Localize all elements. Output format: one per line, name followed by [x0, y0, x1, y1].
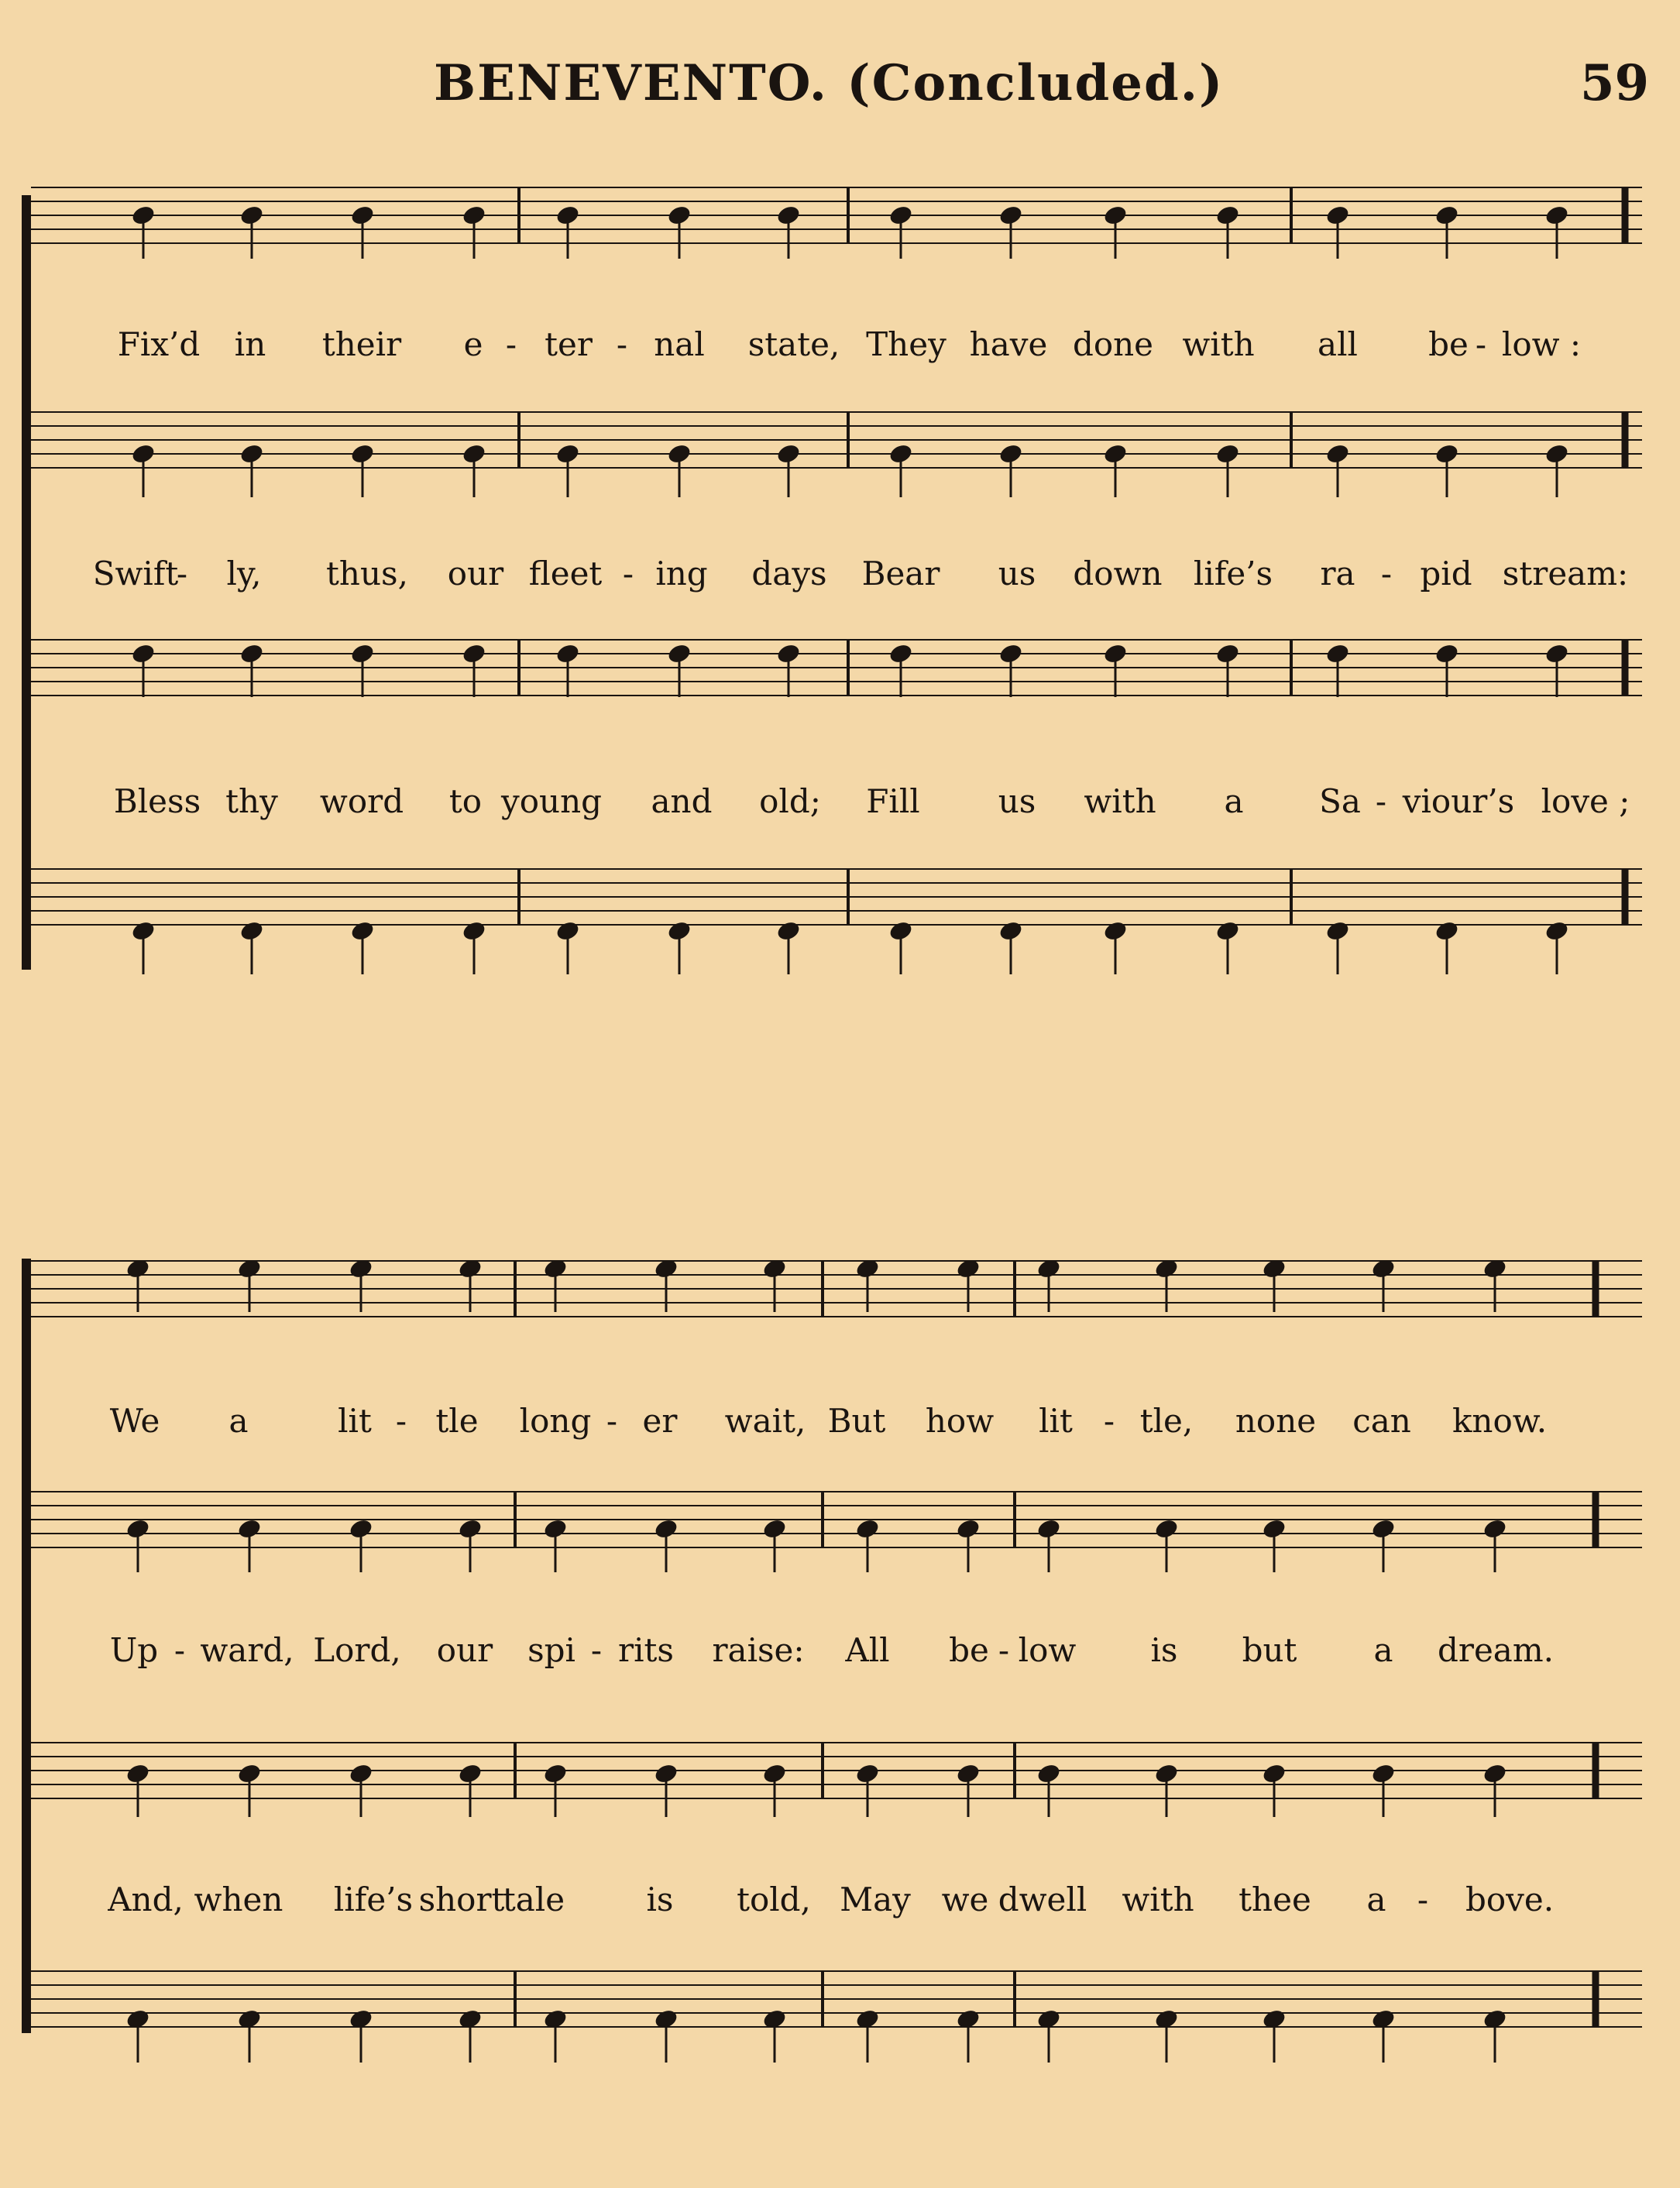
lyric-syllable: with — [1084, 782, 1156, 820]
lyric-syllable: long — [519, 1402, 592, 1440]
lyric-syllable: with — [1182, 325, 1255, 363]
note — [1434, 204, 1460, 259]
note — [775, 642, 802, 697]
note — [1036, 1257, 1062, 1312]
note — [461, 642, 487, 697]
lyric-syllable: Fix’d — [117, 325, 201, 363]
staff-2 — [31, 1492, 1642, 1572]
lyric-syllable: know. — [1452, 1402, 1548, 1440]
lyric-syllable: down — [1073, 555, 1163, 593]
note — [1261, 1257, 1287, 1312]
note — [666, 919, 692, 974]
note — [1434, 442, 1460, 497]
note — [888, 204, 914, 259]
note — [955, 2008, 981, 2063]
lyric-syllable: - — [505, 325, 517, 363]
note — [854, 2008, 881, 2063]
lyric-syllable: They — [866, 325, 947, 363]
lyric-syllable: with — [1122, 1881, 1194, 1918]
lyric-syllable: e — [463, 325, 483, 363]
lyric-syllable: - — [622, 555, 634, 593]
note — [1214, 642, 1241, 697]
lyric-syllable: dwell — [998, 1881, 1087, 1918]
note — [125, 1517, 151, 1572]
lyric-syllable: done — [1072, 325, 1154, 363]
note — [555, 642, 581, 697]
lyric-syllable: dream. — [1437, 1631, 1555, 1669]
note — [888, 642, 914, 697]
lyric-syllable: all — [1318, 325, 1358, 363]
lyric-syllable: wait, — [724, 1402, 806, 1440]
note — [998, 204, 1024, 259]
lyric-syllable: Sa — [1319, 782, 1361, 820]
note — [348, 2008, 374, 2063]
lyric-syllable: life’s — [333, 1881, 414, 1918]
note — [130, 919, 156, 974]
note — [888, 919, 914, 974]
lyric-syllable: have — [969, 325, 1048, 363]
lyric-syllable: thee — [1239, 1881, 1311, 1918]
note — [1102, 642, 1129, 697]
lyric-syllable: lit — [1039, 1402, 1073, 1440]
note — [955, 1257, 981, 1312]
note — [239, 919, 265, 974]
note — [130, 642, 156, 697]
lyric-line — [0, 325, 1680, 380]
lyric-syllable: spi — [527, 1631, 575, 1669]
lyric-syllable: - — [590, 1631, 603, 1669]
lyric-syllable: tale — [502, 1881, 565, 1918]
note — [1482, 1517, 1508, 1572]
lyric-syllable: ra — [1320, 555, 1355, 593]
lyric-line — [0, 1881, 1680, 1935]
note — [1153, 2008, 1180, 2063]
note — [1370, 1517, 1397, 1572]
lyric-syllable: All — [845, 1631, 890, 1669]
lyric-syllable: nal — [654, 325, 705, 363]
lyric-syllable: Swift — [92, 555, 179, 593]
lyric-syllable: Up — [109, 1631, 159, 1669]
lyric-syllable: stream: — [1502, 555, 1629, 593]
lyric-syllable: be — [949, 1631, 989, 1669]
lyric-syllable: can — [1352, 1402, 1411, 1440]
note — [653, 2008, 679, 2063]
note — [349, 919, 376, 974]
note — [1102, 442, 1129, 497]
lyric-syllable: - — [616, 325, 628, 363]
note — [998, 442, 1024, 497]
lyric-syllable: to — [448, 782, 483, 820]
lyric-syllable: but — [1242, 1631, 1297, 1669]
lyric-syllable: we — [941, 1881, 989, 1918]
lyric-syllable: We — [109, 1402, 160, 1440]
lyric-syllable: our — [447, 555, 504, 593]
lyric-syllable: is — [1150, 1631, 1178, 1669]
note — [349, 204, 376, 259]
lyric-syllable: word — [319, 782, 404, 820]
lyric-syllable: - — [1375, 782, 1387, 820]
lyric-syllable: Lord, — [313, 1631, 401, 1669]
lyric-syllable: viour’s — [1402, 782, 1515, 820]
lyric-syllable: ly, — [226, 555, 262, 593]
note — [1036, 2008, 1062, 2063]
lyric-syllable: told, — [737, 1881, 811, 1918]
note — [349, 642, 376, 697]
lyric-syllable: - — [176, 555, 188, 593]
note — [1482, 1257, 1508, 1312]
page-header — [0, 54, 1680, 124]
note — [761, 1257, 788, 1312]
lyric-syllable: love ; — [1541, 782, 1630, 820]
note — [555, 919, 581, 974]
note — [1434, 642, 1460, 697]
note — [555, 442, 581, 497]
lyric-syllable: - — [1475, 325, 1487, 363]
lyric-syllable: ter — [545, 325, 593, 363]
note — [236, 1517, 263, 1572]
lyric-syllable: us — [998, 782, 1036, 820]
lyric-syllable: Bless — [113, 782, 201, 820]
note — [955, 1517, 981, 1572]
note — [998, 919, 1024, 974]
lyric-syllable: raise: — [712, 1631, 805, 1669]
lyric-syllable: young — [501, 782, 602, 820]
note — [1214, 919, 1241, 974]
lyric-syllable: Bear — [861, 555, 940, 593]
staff-4 — [31, 1971, 1642, 2063]
note — [1036, 1517, 1062, 1572]
lyric-syllable: life’s — [1193, 555, 1273, 593]
note — [1544, 204, 1570, 259]
note — [125, 1257, 151, 1312]
note — [1544, 642, 1570, 697]
lyric-syllable: lit — [338, 1402, 372, 1440]
lyric-syllable: Fill — [866, 782, 920, 820]
note — [653, 1517, 679, 1572]
note — [1324, 919, 1351, 974]
lyric-syllable: when — [194, 1881, 283, 1918]
note — [239, 642, 265, 697]
lyric-syllable: our — [436, 1631, 493, 1669]
lyric-line — [0, 782, 1680, 836]
lyric-syllable: us — [998, 555, 1036, 593]
lyric-syllable: - — [606, 1402, 618, 1440]
note — [761, 2008, 788, 2063]
note — [348, 1517, 374, 1572]
note — [761, 1517, 788, 1572]
lyric-syllable: er — [642, 1402, 678, 1440]
lyric-syllable: a — [1224, 782, 1244, 820]
lyric-syllable: thy — [225, 782, 278, 820]
staff-1 — [31, 1257, 1642, 1317]
note — [555, 204, 581, 259]
lyric-line — [0, 555, 1680, 609]
lyric-syllable: how — [925, 1402, 995, 1440]
note — [1214, 204, 1241, 259]
lyric-syllable: low : — [1501, 325, 1582, 363]
lyric-syllable: ward, — [200, 1631, 294, 1669]
note — [349, 442, 376, 497]
note — [542, 1257, 569, 1312]
lyric-syllable: - — [173, 1631, 186, 1669]
note — [236, 1257, 263, 1312]
lyric-syllable: ing — [655, 555, 708, 593]
lyric-syllable: low — [1018, 1631, 1077, 1669]
lyric-syllable: - — [1417, 1881, 1429, 1918]
note — [348, 1257, 374, 1312]
lyric-syllable: bove. — [1465, 1881, 1555, 1918]
note — [854, 1257, 881, 1312]
note — [461, 442, 487, 497]
note — [542, 1517, 569, 1572]
staff-1 — [31, 187, 1642, 259]
lyric-syllable: rits — [618, 1631, 674, 1669]
note — [125, 2008, 151, 2063]
note — [461, 919, 487, 974]
note — [1324, 442, 1351, 497]
note — [998, 642, 1024, 697]
lyric-syllable: - — [998, 1631, 1010, 1669]
staff-3 — [31, 1743, 1642, 1817]
note — [775, 442, 802, 497]
note — [666, 442, 692, 497]
lyric-syllable: their — [321, 325, 402, 363]
lyric-syllable: pid — [1420, 555, 1472, 593]
lyric-syllable: thus, — [326, 555, 408, 593]
note — [239, 204, 265, 259]
note — [1370, 1257, 1397, 1312]
lyric-syllable: short — [418, 1881, 505, 1918]
lyric-syllable: - — [395, 1402, 407, 1440]
page-number: 59 — [1580, 54, 1650, 112]
lyric-syllable: a — [228, 1402, 249, 1440]
note — [1261, 2008, 1287, 2063]
lyric-syllable: none — [1235, 1402, 1317, 1440]
note — [666, 642, 692, 697]
note — [1153, 1257, 1180, 1312]
page-title: BENEVENTO. (Concluded.) — [434, 54, 1225, 112]
note — [239, 442, 265, 497]
note — [653, 1257, 679, 1312]
note — [1153, 1517, 1180, 1572]
note — [775, 204, 802, 259]
lyric-syllable: a — [1373, 1631, 1393, 1669]
lyric-syllable: in — [234, 325, 266, 363]
note — [457, 1517, 483, 1572]
note — [461, 204, 487, 259]
note — [888, 442, 914, 497]
lyric-syllable: tle — [435, 1402, 479, 1440]
note — [130, 204, 156, 259]
lyric-syllable: - — [1103, 1402, 1115, 1440]
lyric-syllable: a — [1366, 1881, 1386, 1918]
note — [1544, 919, 1570, 974]
note — [130, 442, 156, 497]
note — [457, 1257, 483, 1312]
lyric-syllable: and — [651, 782, 713, 820]
lyric-syllable: tle, — [1139, 1402, 1194, 1440]
lyric-syllable: is — [646, 1881, 674, 1918]
note — [854, 1517, 881, 1572]
staff-2 — [31, 412, 1642, 497]
staff-3 — [31, 640, 1642, 697]
note — [1102, 919, 1129, 974]
lyric-syllable: May — [840, 1881, 911, 1918]
note — [457, 2008, 483, 2063]
lyric-syllable: - — [1380, 555, 1393, 593]
staff-4 — [31, 869, 1642, 974]
note — [1324, 642, 1351, 697]
note — [1214, 442, 1241, 497]
note — [1261, 1517, 1287, 1572]
note — [1324, 204, 1351, 259]
lyric-syllable: And, — [108, 1881, 184, 1918]
note — [1544, 442, 1570, 497]
note — [666, 204, 692, 259]
lyric-syllable: state, — [747, 325, 840, 363]
lyric-line — [0, 1631, 1680, 1685]
lyric-syllable: be — [1428, 325, 1469, 363]
note — [236, 2008, 263, 2063]
note — [542, 2008, 569, 2063]
lyric-line — [0, 1402, 1680, 1456]
lyric-syllable: But — [827, 1402, 886, 1440]
lyric-syllable: fleet — [528, 555, 603, 593]
lyric-syllable: old; — [759, 782, 821, 820]
note — [775, 919, 802, 974]
note — [1102, 204, 1129, 259]
note — [1482, 2008, 1508, 2063]
lyric-syllable: days — [751, 555, 827, 593]
note — [1434, 919, 1460, 974]
note — [1370, 2008, 1397, 2063]
